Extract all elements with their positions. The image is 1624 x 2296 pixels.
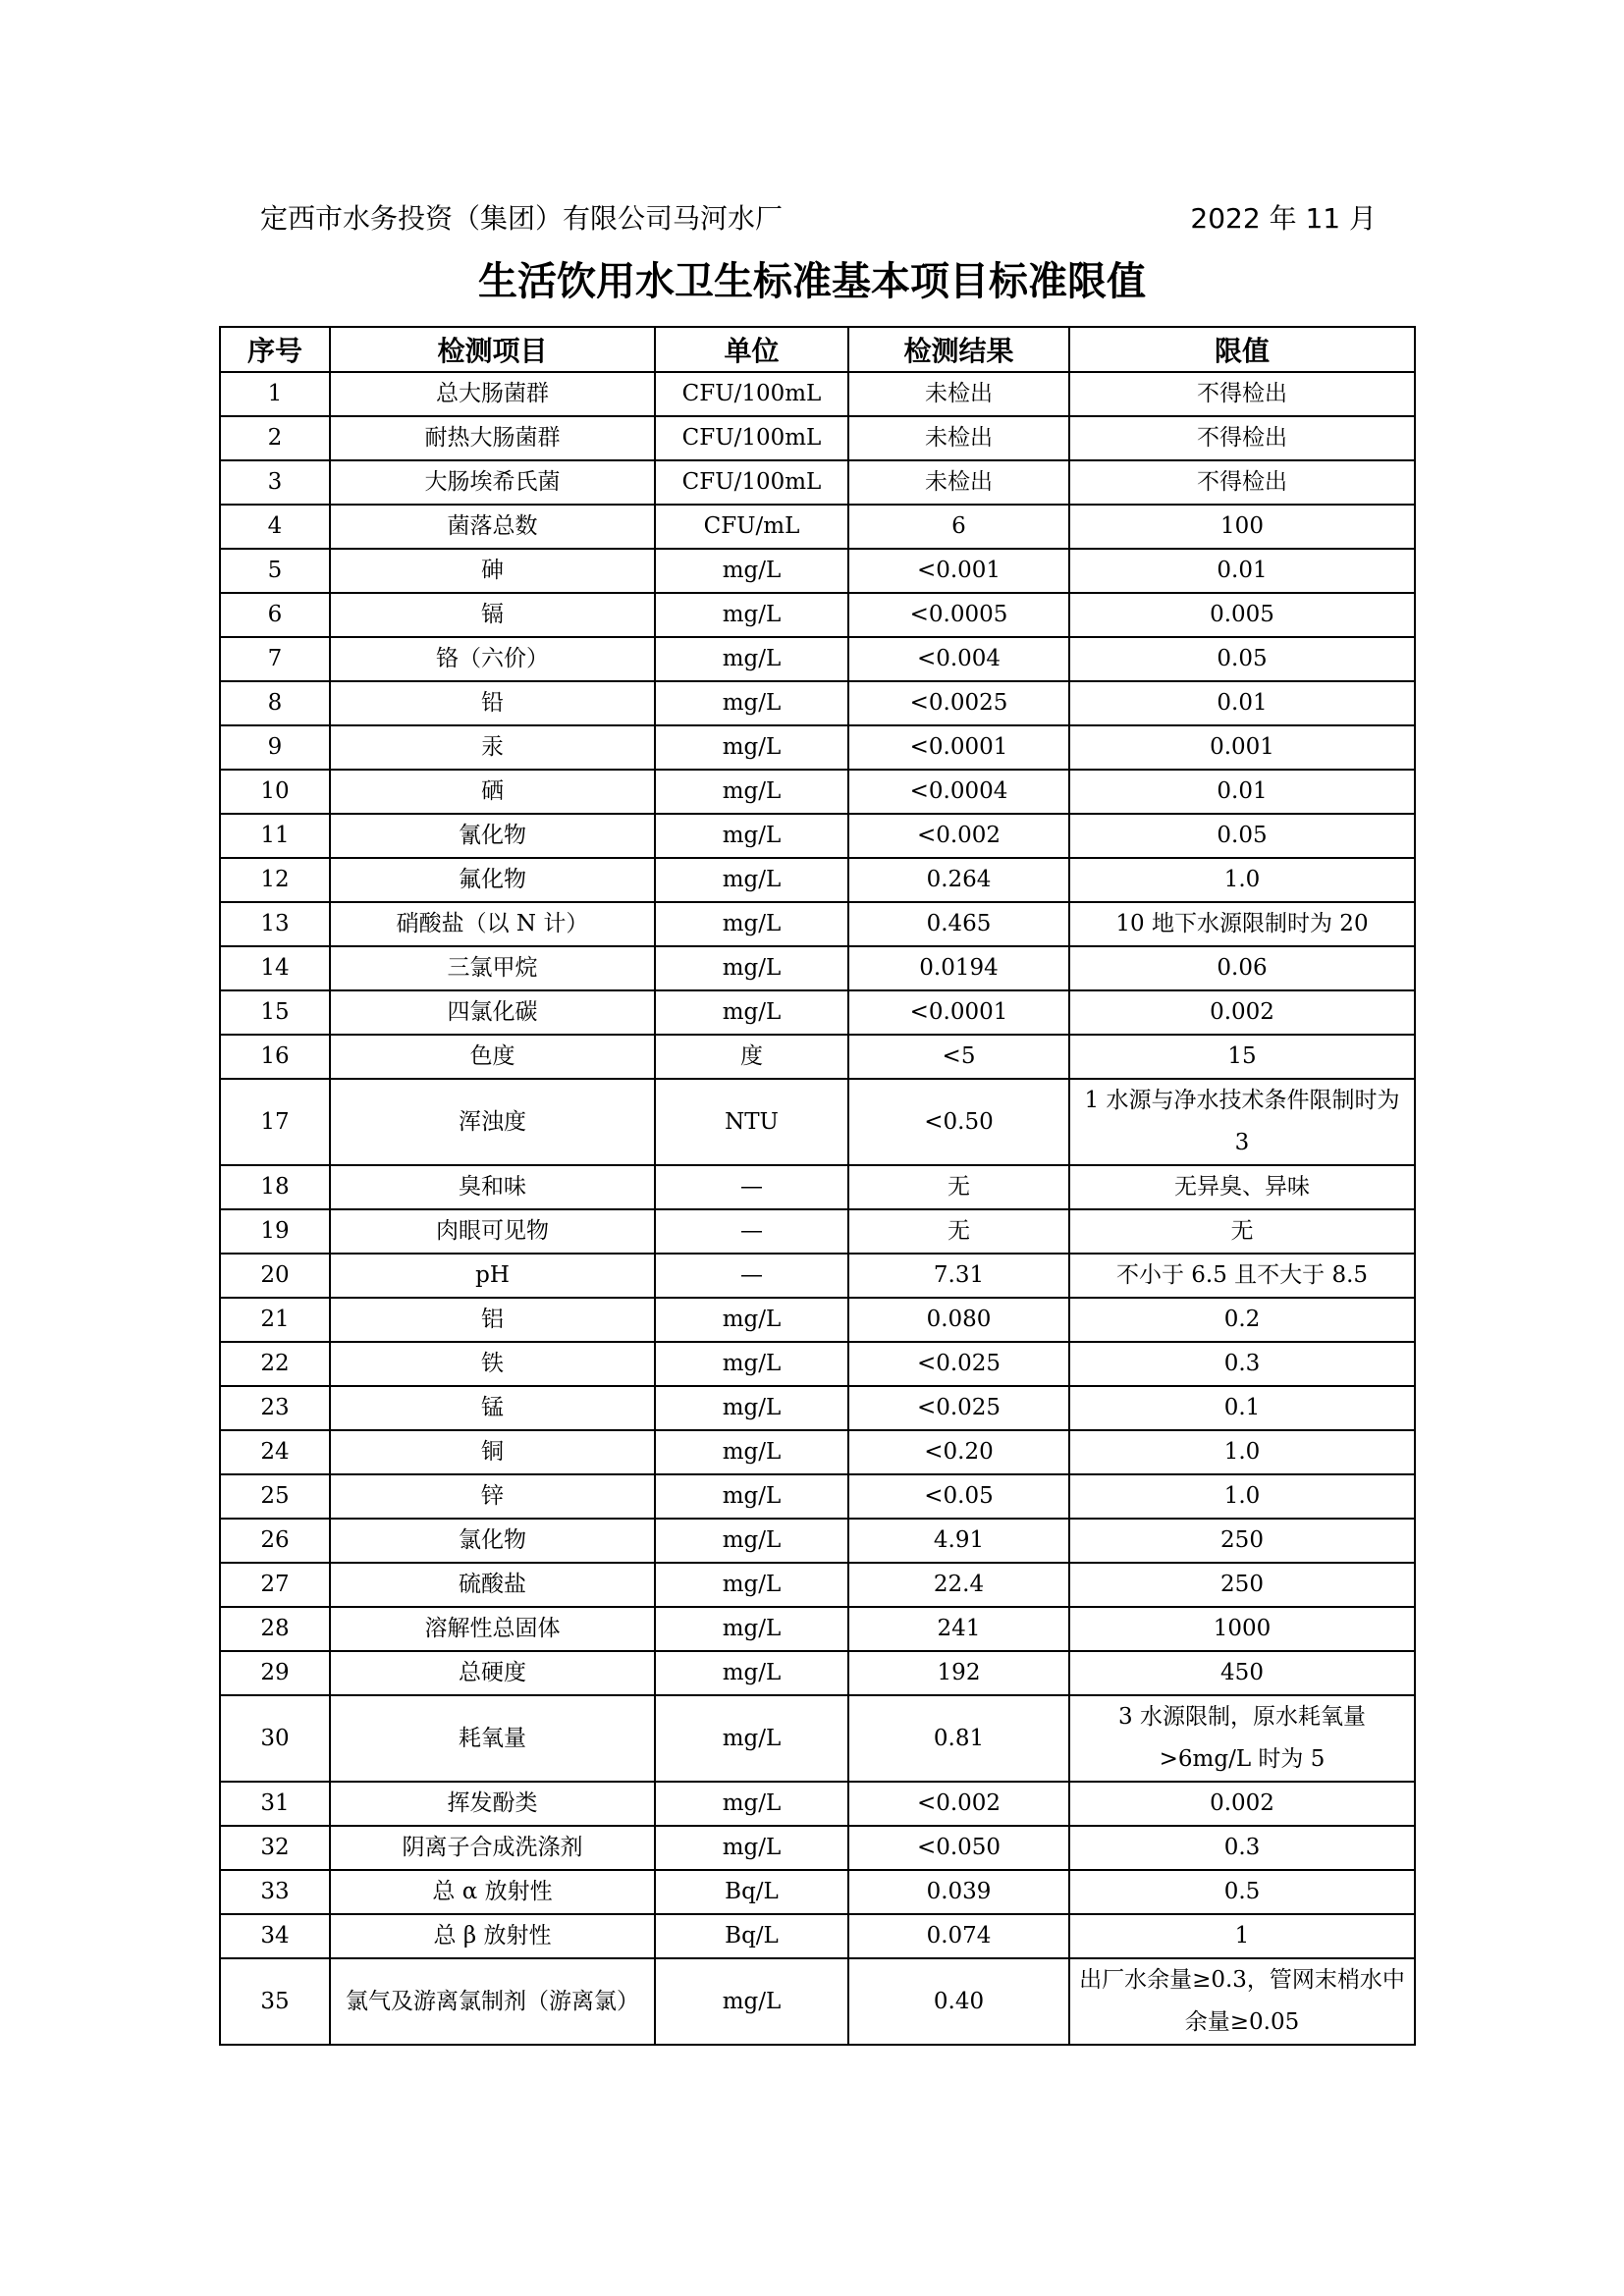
cell-index: 19 [220, 1209, 330, 1254]
table-row [220, 416, 1415, 460]
cell-result: <0.20 [848, 1430, 1069, 1474]
cell-limit: 250 [1069, 1563, 1415, 1607]
cell-item: 氟化物 [330, 858, 655, 902]
cell-item: 阴离子合成洗涤剂 [330, 1826, 655, 1870]
cell-index: 17 [220, 1079, 330, 1165]
cell-unit: mg/L [655, 681, 848, 725]
cell-item: 氯化物 [330, 1519, 655, 1563]
cell-index: 30 [220, 1695, 330, 1782]
table-row [220, 1607, 1415, 1651]
cell-limit: 不得检出 [1069, 416, 1415, 460]
table-row [220, 858, 1415, 902]
cell-unit: mg/L [655, 1782, 848, 1826]
cell-limit: 15 [1069, 1035, 1415, 1079]
cell-result: 0.039 [848, 1870, 1069, 1914]
cell-result: 无 [848, 1165, 1069, 1209]
cell-item: 三氯甲烷 [330, 946, 655, 990]
cell-result: 241 [848, 1607, 1069, 1651]
cell-result: 0.080 [848, 1298, 1069, 1342]
table-row [220, 1342, 1415, 1386]
cell-result: 0.81 [848, 1695, 1069, 1782]
cell-index: 6 [220, 593, 330, 637]
cell-unit: 度 [655, 1035, 848, 1079]
cell-result: <0.0005 [848, 593, 1069, 637]
cell-limit: 1 [1069, 1914, 1415, 1958]
table-row [220, 593, 1415, 637]
cell-item: 硫酸盐 [330, 1563, 655, 1607]
column-header-limit: 限值 [1069, 327, 1415, 372]
cell-unit: mg/L [655, 549, 848, 593]
cell-unit: mg/L [655, 1826, 848, 1870]
cell-index: 26 [220, 1519, 330, 1563]
cell-item: 挥发酚类 [330, 1782, 655, 1826]
cell-item: 总大肠菌群 [330, 372, 655, 416]
cell-unit: mg/L [655, 990, 848, 1035]
cell-result: 未检出 [848, 416, 1069, 460]
cell-unit: NTU [655, 1079, 848, 1165]
cell-index: 11 [220, 814, 330, 858]
cell-result: <0.001 [848, 549, 1069, 593]
cell-item: pH [330, 1254, 655, 1298]
cell-limit: 0.005 [1069, 593, 1415, 637]
cell-result: 0.0194 [848, 946, 1069, 990]
cell-limit: 无异臭、异味 [1069, 1165, 1415, 1209]
cell-result: 0.074 [848, 1914, 1069, 1958]
table-row [220, 1914, 1415, 1958]
table-row [220, 1079, 1415, 1165]
cell-result: 未检出 [848, 460, 1069, 505]
cell-item: 锰 [330, 1386, 655, 1430]
cell-item: 汞 [330, 725, 655, 770]
cell-limit: 0.5 [1069, 1870, 1415, 1914]
table-row [220, 549, 1415, 593]
table-row [220, 1782, 1415, 1826]
cell-limit: 10 地下水源限制时为 20 [1069, 902, 1415, 946]
cell-index: 27 [220, 1563, 330, 1607]
cell-unit: mg/L [655, 1563, 848, 1607]
table-row [220, 990, 1415, 1035]
cell-index: 14 [220, 946, 330, 990]
cell-unit: mg/L [655, 1430, 848, 1474]
cell-limit: 0.05 [1069, 814, 1415, 858]
table-row [220, 1651, 1415, 1695]
cell-unit: mg/L [655, 1695, 848, 1782]
table-row [220, 1958, 1415, 2045]
cell-unit: mg/L [655, 593, 848, 637]
cell-unit: — [655, 1165, 848, 1209]
cell-limit: 1.0 [1069, 858, 1415, 902]
cell-limit: 250 [1069, 1519, 1415, 1563]
cell-index: 15 [220, 990, 330, 1035]
cell-index: 32 [220, 1826, 330, 1870]
cell-result: 0.40 [848, 1958, 1069, 2045]
cell-limit: 0.3 [1069, 1342, 1415, 1386]
cell-item: 耐热大肠菌群 [330, 416, 655, 460]
cell-item: 浑浊度 [330, 1079, 655, 1165]
table-row [220, 1386, 1415, 1430]
standards-table [219, 326, 1416, 2046]
cell-result: <0.025 [848, 1386, 1069, 1430]
cell-result: <0.002 [848, 1782, 1069, 1826]
document-title: 生活饮用水卫生标准基本项目标准限值 [478, 259, 1146, 304]
cell-index: 35 [220, 1958, 330, 2045]
cell-result: 7.31 [848, 1254, 1069, 1298]
cell-index: 2 [220, 416, 330, 460]
cell-item: 大肠埃希氏菌 [330, 460, 655, 505]
table-row [220, 372, 1415, 416]
column-header-result: 检测结果 [848, 327, 1069, 372]
cell-unit: mg/L [655, 1958, 848, 2045]
cell-index: 34 [220, 1914, 330, 1958]
cell-item: 铜 [330, 1430, 655, 1474]
cell-limit: 0.001 [1069, 725, 1415, 770]
cell-index: 31 [220, 1782, 330, 1826]
cell-item: 氰化物 [330, 814, 655, 858]
table-row [220, 505, 1415, 549]
cell-item: 铬（六价） [330, 637, 655, 681]
cell-result: <0.05 [848, 1474, 1069, 1519]
cell-index: 23 [220, 1386, 330, 1430]
cell-unit: mg/L [655, 858, 848, 902]
table-row [220, 1035, 1415, 1079]
cell-index: 16 [220, 1035, 330, 1079]
cell-limit: 1.0 [1069, 1430, 1415, 1474]
cell-result: 0.465 [848, 902, 1069, 946]
cell-item: 铝 [330, 1298, 655, 1342]
table-row [220, 725, 1415, 770]
table-row [220, 1430, 1415, 1474]
cell-result: <0.0004 [848, 770, 1069, 814]
cell-result: <0.0025 [848, 681, 1069, 725]
cell-item: 总 α 放射性 [330, 1870, 655, 1914]
cell-unit: mg/L [655, 725, 848, 770]
cell-index: 29 [220, 1651, 330, 1695]
cell-unit: mg/L [655, 1298, 848, 1342]
table-row [220, 1695, 1415, 1782]
cell-limit: 0.05 [1069, 637, 1415, 681]
column-header-item: 检测项目 [330, 327, 655, 372]
table-row [220, 1209, 1415, 1254]
cell-index: 7 [220, 637, 330, 681]
cell-result: <0.50 [848, 1079, 1069, 1165]
cell-item: 肉眼可见物 [330, 1209, 655, 1254]
cell-unit: mg/L [655, 1651, 848, 1695]
cell-unit: Bq/L [655, 1914, 848, 1958]
table-body [220, 372, 1415, 2045]
cell-limit: 0.002 [1069, 1782, 1415, 1826]
cell-index: 21 [220, 1298, 330, 1342]
cell-limit: 0.2 [1069, 1298, 1415, 1342]
cell-unit: Bq/L [655, 1870, 848, 1914]
cell-result: <5 [848, 1035, 1069, 1079]
cell-item: 砷 [330, 549, 655, 593]
cell-item: 菌落总数 [330, 505, 655, 549]
cell-limit: 100 [1069, 505, 1415, 549]
cell-item: 铁 [330, 1342, 655, 1386]
cell-unit: mg/L [655, 1342, 848, 1386]
table-row [220, 637, 1415, 681]
cell-result: 0.264 [848, 858, 1069, 902]
cell-item: 总 β 放射性 [330, 1914, 655, 1958]
table-row [220, 1519, 1415, 1563]
cell-item: 四氯化碳 [330, 990, 655, 1035]
cell-index: 9 [220, 725, 330, 770]
report-date: 2022 年 11 月 [1190, 202, 1377, 235]
cell-result: <0.0001 [848, 725, 1069, 770]
cell-result: 6 [848, 505, 1069, 549]
cell-index: 24 [220, 1430, 330, 1474]
table-row [220, 770, 1415, 814]
cell-unit: mg/L [655, 770, 848, 814]
cell-result: 4.91 [848, 1519, 1069, 1563]
cell-index: 8 [220, 681, 330, 725]
cell-unit: CFU/100mL [655, 460, 848, 505]
cell-unit: mg/L [655, 637, 848, 681]
cell-limit: 0.002 [1069, 990, 1415, 1035]
cell-result: <0.002 [848, 814, 1069, 858]
cell-unit: CFU/100mL [655, 416, 848, 460]
cell-unit: CFU/100mL [655, 372, 848, 416]
cell-item: 铅 [330, 681, 655, 725]
cell-unit: mg/L [655, 814, 848, 858]
cell-unit: mg/L [655, 902, 848, 946]
table-row [220, 1563, 1415, 1607]
cell-limit: 0.1 [1069, 1386, 1415, 1430]
cell-result: 192 [848, 1651, 1069, 1695]
cell-limit: 0.3 [1069, 1826, 1415, 1870]
cell-result: <0.025 [848, 1342, 1069, 1386]
cell-index: 20 [220, 1254, 330, 1298]
cell-unit: CFU/mL [655, 505, 848, 549]
cell-index: 3 [220, 460, 330, 505]
cell-limit: 0.01 [1069, 681, 1415, 725]
table-row [220, 946, 1415, 990]
cell-limit: 1000 [1069, 1607, 1415, 1651]
cell-item: 耗氧量 [330, 1695, 655, 1782]
cell-index: 1 [220, 372, 330, 416]
cell-index: 18 [220, 1165, 330, 1209]
cell-result: 未检出 [848, 372, 1069, 416]
table-row [220, 1165, 1415, 1209]
table-row [220, 460, 1415, 505]
cell-index: 25 [220, 1474, 330, 1519]
cell-unit: mg/L [655, 1386, 848, 1430]
cell-unit: mg/L [655, 1607, 848, 1651]
cell-limit: 0.01 [1069, 770, 1415, 814]
cell-item: 溶解性总固体 [330, 1607, 655, 1651]
cell-item: 色度 [330, 1035, 655, 1079]
cell-item: 氯气及游离氯制剂（游离氯） [330, 1958, 655, 2045]
column-header-index: 序号 [220, 327, 330, 372]
cell-limit: 0.06 [1069, 946, 1415, 990]
cell-index: 22 [220, 1342, 330, 1386]
cell-item: 臭和味 [330, 1165, 655, 1209]
cell-index: 5 [220, 549, 330, 593]
table-row [220, 902, 1415, 946]
table-row [220, 1826, 1415, 1870]
cell-item: 镉 [330, 593, 655, 637]
cell-item: 锌 [330, 1474, 655, 1519]
table-row [220, 1474, 1415, 1519]
cell-limit: 450 [1069, 1651, 1415, 1695]
column-header-unit: 单位 [655, 327, 848, 372]
cell-limit: 不得检出 [1069, 460, 1415, 505]
cell-item: 硒 [330, 770, 655, 814]
cell-unit: mg/L [655, 946, 848, 990]
cell-limit: 0.01 [1069, 549, 1415, 593]
cell-item: 总硬度 [330, 1651, 655, 1695]
cell-limit: 出厂水余量≥0.3，管网末梢水中余量≥0.05 [1069, 1958, 1415, 2045]
table-row [220, 1298, 1415, 1342]
cell-unit: — [655, 1209, 848, 1254]
cell-limit: 1 水源与净水技术条件限制时为 3 [1069, 1079, 1415, 1165]
cell-limit: 无 [1069, 1209, 1415, 1254]
cell-index: 28 [220, 1607, 330, 1651]
cell-unit: — [655, 1254, 848, 1298]
cell-result: 22.4 [848, 1563, 1069, 1607]
table-row [220, 1870, 1415, 1914]
cell-result: 无 [848, 1209, 1069, 1254]
table-header-row [220, 327, 1415, 372]
cell-index: 4 [220, 505, 330, 549]
cell-index: 10 [220, 770, 330, 814]
cell-index: 13 [220, 902, 330, 946]
cell-limit: 不得检出 [1069, 372, 1415, 416]
cell-result: <0.050 [848, 1826, 1069, 1870]
table-row [220, 814, 1415, 858]
table-row [220, 1254, 1415, 1298]
cell-item: 硝酸盐（以 N 计） [330, 902, 655, 946]
cell-limit: 3 水源限制，原水耗氧量>6mg/L 时为 5 [1069, 1695, 1415, 1782]
cell-unit: mg/L [655, 1474, 848, 1519]
cell-index: 12 [220, 858, 330, 902]
cell-unit: mg/L [655, 1519, 848, 1563]
organization-name: 定西市水务投资（集团）有限公司马河水厂 [260, 202, 784, 235]
cell-limit: 不小于 6.5 且不大于 8.5 [1069, 1254, 1415, 1298]
cell-result: <0.0001 [848, 990, 1069, 1035]
table-row [220, 681, 1415, 725]
cell-result: <0.004 [848, 637, 1069, 681]
cell-limit: 1.0 [1069, 1474, 1415, 1519]
cell-index: 33 [220, 1870, 330, 1914]
